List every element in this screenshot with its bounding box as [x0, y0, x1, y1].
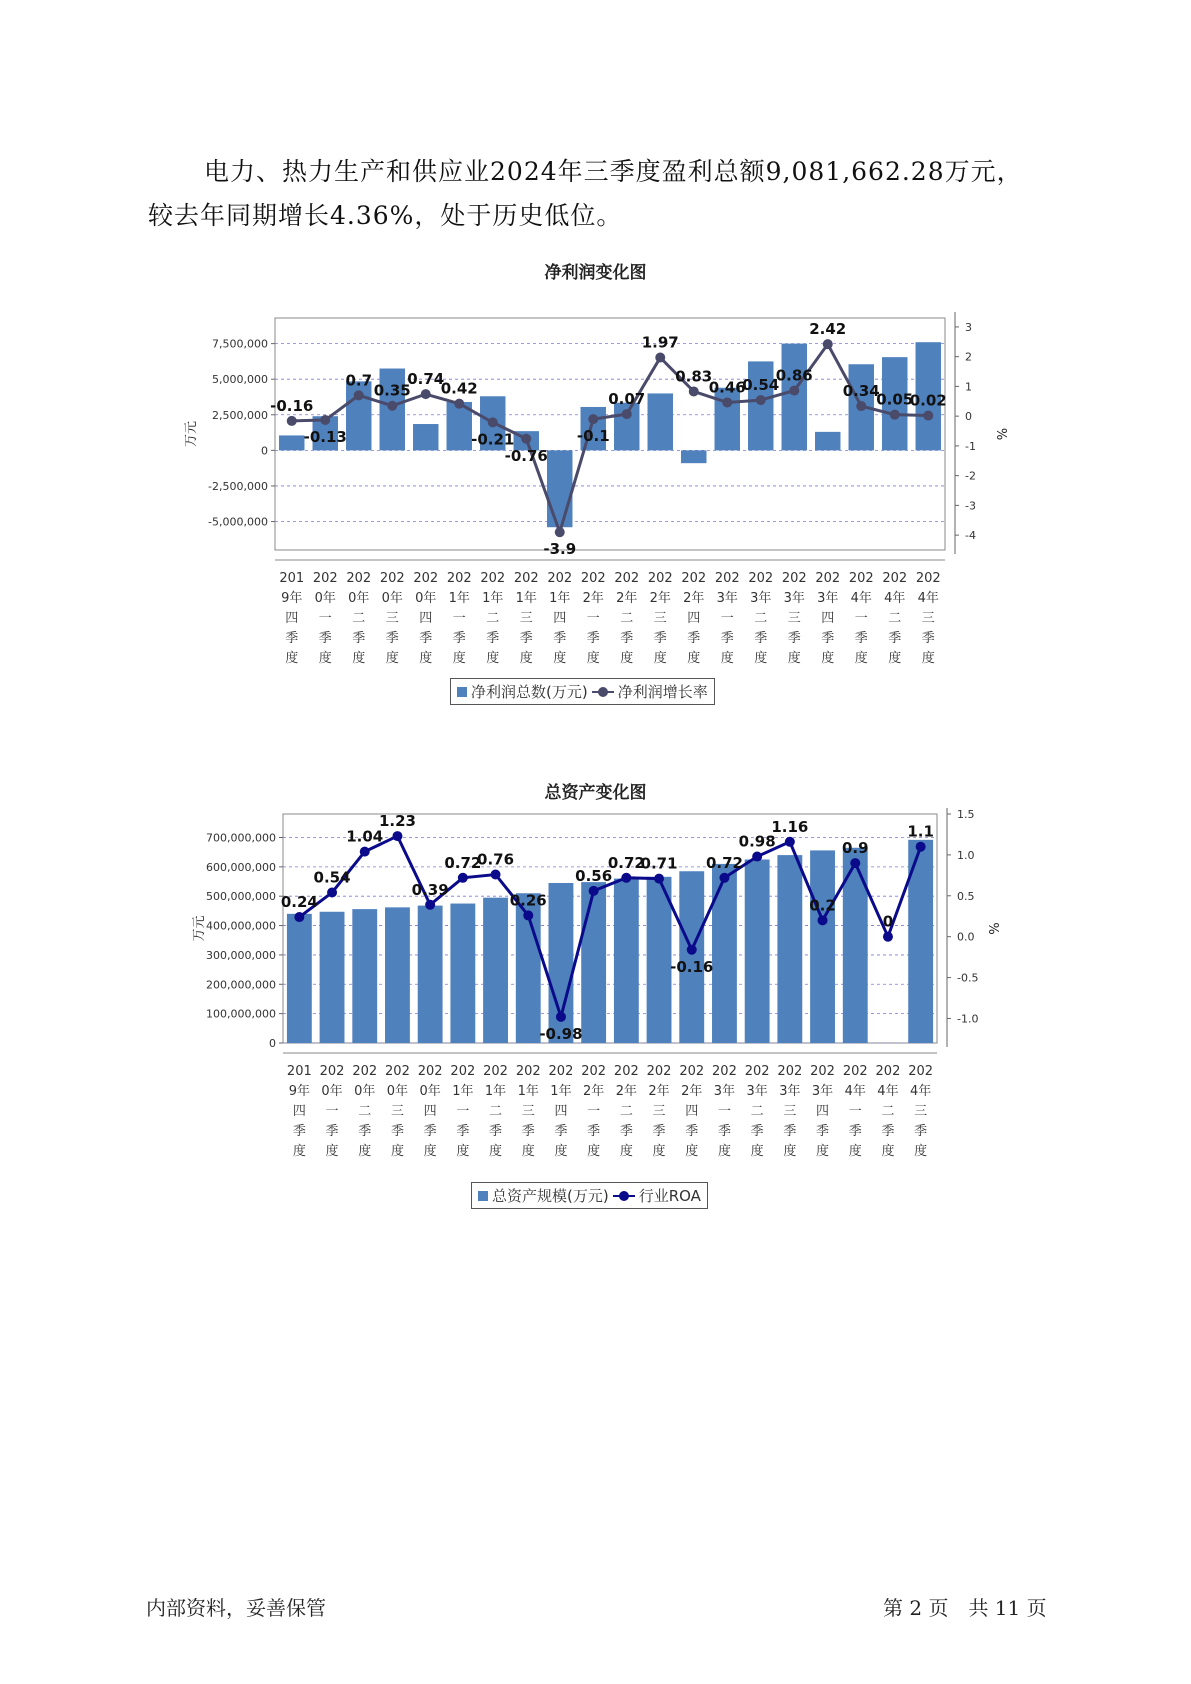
bar: [483, 898, 508, 1043]
chart1-legend: [450, 678, 715, 705]
line-point: [689, 386, 699, 396]
x-tick-label: 202 0年二季度: [352, 1064, 378, 1159]
legend-bar-label: 总资产规模(万元): [492, 1187, 609, 1205]
data-label: 0.74: [407, 370, 445, 389]
legend-line-swatch: [592, 687, 614, 697]
x-tick-label: 202 3年一季度: [714, 571, 740, 666]
data-label: 0: [882, 912, 894, 931]
line-point: [491, 870, 501, 880]
y2-tick-label: 1: [965, 380, 972, 394]
data-label: 0.02: [909, 391, 947, 410]
data-label: 0.07: [608, 390, 646, 409]
x-tick-label: 201 9年四季度: [286, 1064, 312, 1159]
line-point: [883, 932, 893, 942]
y-axis-title: 万元: [184, 420, 199, 448]
data-label: 0.86: [775, 366, 813, 385]
legend-line-label: 净利润增长率: [617, 683, 708, 701]
x-tick-label: 202 1年三季度: [515, 1064, 541, 1159]
bar: [745, 860, 770, 1043]
x-tick-label: 202 2年三季度: [646, 1064, 672, 1159]
x-tick-label: 202 2年二季度: [613, 1064, 639, 1159]
y-tick-label: 7,500,000: [212, 337, 268, 351]
y-axis-title: 万元: [192, 915, 207, 942]
line-point: [425, 900, 435, 910]
x-tick-label: 202 4年三季度: [908, 1064, 934, 1159]
y2-axis-title: %: [985, 922, 1000, 935]
data-label: 0.24: [280, 893, 318, 912]
bar: [279, 435, 304, 450]
x-tick-label: 202 1年一季度: [446, 571, 472, 666]
data-label: 0.42: [440, 379, 478, 398]
data-label: 0.83: [675, 367, 713, 386]
footer-left: 内部资料，妥善保管: [146, 1596, 326, 1620]
y-tick-label: 500,000,000: [206, 890, 276, 904]
data-label: 1.97: [641, 333, 679, 352]
y-tick-label: -5,000,000: [208, 515, 268, 529]
y-tick-label: 100,000,000: [206, 1007, 276, 1021]
x-tick-label: 202 0年二季度: [346, 571, 372, 666]
y2-axis-title: %: [993, 427, 1008, 441]
bar: [782, 344, 807, 451]
line-point: [719, 873, 729, 883]
data-label: 0.05: [876, 390, 914, 409]
x-tick-label: 202 1年二季度: [483, 1064, 508, 1159]
data-label: 1.16: [771, 817, 809, 836]
data-label: -3.9: [543, 540, 577, 559]
legend-line-label: 行业ROA: [638, 1187, 701, 1205]
x-tick-label: 202 1年四季度: [547, 571, 573, 666]
line-point: [588, 414, 598, 424]
bar: [715, 388, 740, 451]
bar: [815, 432, 840, 451]
line-point: [523, 910, 533, 920]
data-label: 0.7: [345, 371, 373, 390]
legend-bar-swatch: [457, 687, 467, 697]
bar: [614, 879, 639, 1043]
data-label: -0.98: [539, 1024, 583, 1043]
y-tick-label: 2,500,000: [212, 408, 268, 422]
line-point: [488, 417, 498, 427]
bar: [647, 877, 672, 1043]
chart2-title: 总资产变化图: [544, 783, 647, 803]
line-point: [916, 842, 926, 852]
data-label: 0.34: [842, 382, 880, 401]
y2-tick-label: -1.0: [957, 1012, 979, 1026]
line-point: [752, 852, 762, 862]
line-point: [454, 399, 464, 409]
line-point: [354, 390, 364, 400]
x-tick-label: 202 3年四季度: [810, 1064, 835, 1159]
line-point: [850, 858, 860, 868]
y-tick-label: 700,000,000: [206, 831, 276, 845]
line-point: [294, 912, 304, 922]
line-point: [890, 410, 900, 420]
chart2-legend: [471, 1182, 708, 1209]
plot-area: [275, 318, 945, 550]
data-label: 0.54: [313, 868, 351, 887]
bar: [450, 904, 475, 1043]
legend-line-swatch: [613, 1191, 635, 1201]
bar: [777, 855, 802, 1043]
total-assets-chart: [0, 808, 1191, 1208]
y-tick-label: 300,000,000: [206, 948, 276, 962]
y2-tick-label: 0.5: [957, 889, 975, 903]
x-tick-label: 202 2年三季度: [647, 571, 673, 666]
y2-tick-label: -4: [965, 529, 976, 543]
x-tick-label: 202 2年一季度: [580, 571, 606, 666]
line-point: [655, 353, 665, 363]
data-label: 0.72: [705, 853, 743, 872]
line-point: [556, 1012, 566, 1022]
bar: [712, 864, 737, 1043]
y2-tick-label: -3: [965, 499, 976, 513]
data-label: 1.1: [907, 822, 934, 841]
bar: [320, 912, 345, 1043]
y-tick-label: -2,500,000: [208, 479, 268, 493]
x-tick-label: 202 3年三季度: [781, 571, 807, 666]
x-tick-label: 202 0年三季度: [385, 1064, 410, 1159]
line-point: [555, 527, 565, 537]
data-label: -0.76: [504, 446, 548, 465]
line-point: [722, 397, 732, 407]
legend-bar-label: 净利润总数(万元): [471, 683, 588, 701]
bar: [648, 393, 673, 450]
chart1-title: 净利润变化图: [544, 263, 647, 283]
line-point: [789, 386, 799, 396]
footer-right: 第 2 页 共 11 页: [883, 1596, 1047, 1620]
data-label: 2.42: [809, 320, 847, 339]
x-tick-label: 202 0年四季度: [413, 571, 439, 666]
line-point: [818, 915, 828, 925]
data-label: 0.26: [509, 891, 547, 910]
bar: [810, 850, 835, 1043]
line-point: [387, 401, 397, 411]
y-tick-label: 400,000,000: [206, 919, 276, 933]
line-point: [421, 389, 431, 399]
line-point: [621, 873, 631, 883]
data-label: 0.72: [607, 853, 645, 872]
y-tick-label: 5,000,000: [212, 373, 268, 387]
legend-bar-swatch: [478, 1191, 488, 1201]
line-point: [521, 434, 531, 444]
x-tick-label: 202 4年二季度: [882, 571, 908, 666]
bar: [547, 450, 572, 527]
line-point: [823, 339, 833, 349]
bar: [287, 914, 312, 1043]
plot-area: [280, 814, 937, 1043]
y2-tick-label: -2: [965, 469, 976, 483]
x-tick-label: 201 9年四季度: [279, 571, 305, 666]
line-point: [785, 837, 795, 847]
x-tick-label: 202 4年一季度: [842, 1064, 868, 1159]
line-point: [392, 831, 402, 841]
bar: [352, 909, 377, 1043]
data-label: -0.21: [471, 430, 515, 449]
y-tick-label: 0: [261, 444, 268, 458]
bar: [418, 906, 443, 1043]
data-label: 0.46: [708, 378, 746, 397]
x-tick-label: 202 4年二季度: [875, 1064, 901, 1159]
y2-tick-label: 1.5: [957, 808, 975, 821]
line-point: [458, 873, 468, 883]
data-label: 0.35: [373, 381, 411, 400]
line-point: [327, 888, 337, 898]
bar: [413, 424, 438, 450]
x-tick-label: 202 2年四季度: [681, 571, 707, 666]
x-tick-label: 202 2年四季度: [679, 1064, 705, 1159]
x-tick-label: 202 1年二季度: [480, 571, 506, 666]
line-point: [856, 401, 866, 411]
x-tick-label: 202 0年四季度: [417, 1064, 443, 1159]
x-tick-label: 202 3年四季度: [815, 571, 841, 666]
x-tick-label: 202 2年一季度: [581, 1064, 607, 1159]
line-point: [687, 945, 697, 955]
y2-tick-label: -1: [965, 439, 976, 453]
x-tick-label: 202 4年三季度: [915, 571, 941, 666]
bar: [748, 361, 773, 450]
line-point: [622, 409, 632, 419]
y-tick-label: 600,000,000: [206, 860, 276, 874]
data-label: -0.13: [303, 428, 347, 447]
x-tick-label: 202 3年二季度: [744, 1064, 770, 1159]
line-point: [360, 847, 370, 857]
x-tick-label: 202 1年一季度: [450, 1064, 476, 1159]
data-label: 0.39: [411, 880, 449, 899]
x-tick-label: 202 0年一季度: [312, 571, 338, 666]
x-tick-label: 202 2年二季度: [614, 571, 640, 666]
x-tick-label: 202 0年三季度: [379, 571, 405, 666]
data-label: 0.2: [809, 896, 836, 915]
x-tick-label: 202 3年二季度: [748, 571, 774, 666]
x-tick-label: 202 3年三季度: [777, 1064, 803, 1159]
data-label: 0.71: [640, 854, 678, 873]
line-point: [589, 886, 599, 896]
data-label: 0.98: [738, 832, 776, 851]
y2-tick-label: 2: [965, 350, 972, 364]
data-label: 0.54: [742, 376, 780, 395]
line-point: [287, 416, 297, 426]
y2-tick-label: 3: [965, 320, 972, 334]
data-label: 1.04: [346, 827, 384, 846]
data-label: 0.72: [444, 853, 482, 872]
data-label: 0.76: [477, 850, 515, 869]
x-tick-label: 202 1年三季度: [513, 571, 539, 666]
line-point: [654, 874, 664, 884]
data-label: 0.9: [841, 839, 869, 858]
y2-tick-label: -0.5: [957, 971, 979, 985]
data-label: 1.23: [378, 812, 416, 831]
x-tick-label: 202 3年一季度: [712, 1064, 737, 1159]
y2-tick-label: 1.0: [957, 848, 975, 862]
x-tick-label: 202 0年一季度: [319, 1064, 345, 1159]
bar: [681, 450, 706, 463]
line-point: [923, 411, 933, 421]
summary-paragraph: [148, 150, 1048, 238]
y-tick-label: 0: [269, 1037, 276, 1050]
data-label: -0.16: [670, 957, 714, 976]
data-label: -0.16: [270, 396, 314, 415]
y2-tick-label: 0.0: [957, 930, 975, 944]
x-tick-label: 202 4年一季度: [848, 571, 874, 666]
y-tick-label: 200,000,000: [206, 978, 276, 992]
summary-text: 电力、热力生产和供应业2024年三季度盈利总额9,081,662.28万元，较去年同期增长4.36%，处于历史低位。: [148, 157, 1023, 230]
data-label: 0.56: [575, 866, 613, 885]
data-label: -0.1: [576, 427, 610, 446]
line-point: [320, 415, 330, 425]
line-point: [756, 395, 766, 405]
bar: [581, 882, 606, 1043]
y2-tick-label: 0: [965, 410, 972, 424]
bar: [385, 907, 410, 1043]
x-tick-label: 202 1年四季度: [548, 1064, 574, 1159]
